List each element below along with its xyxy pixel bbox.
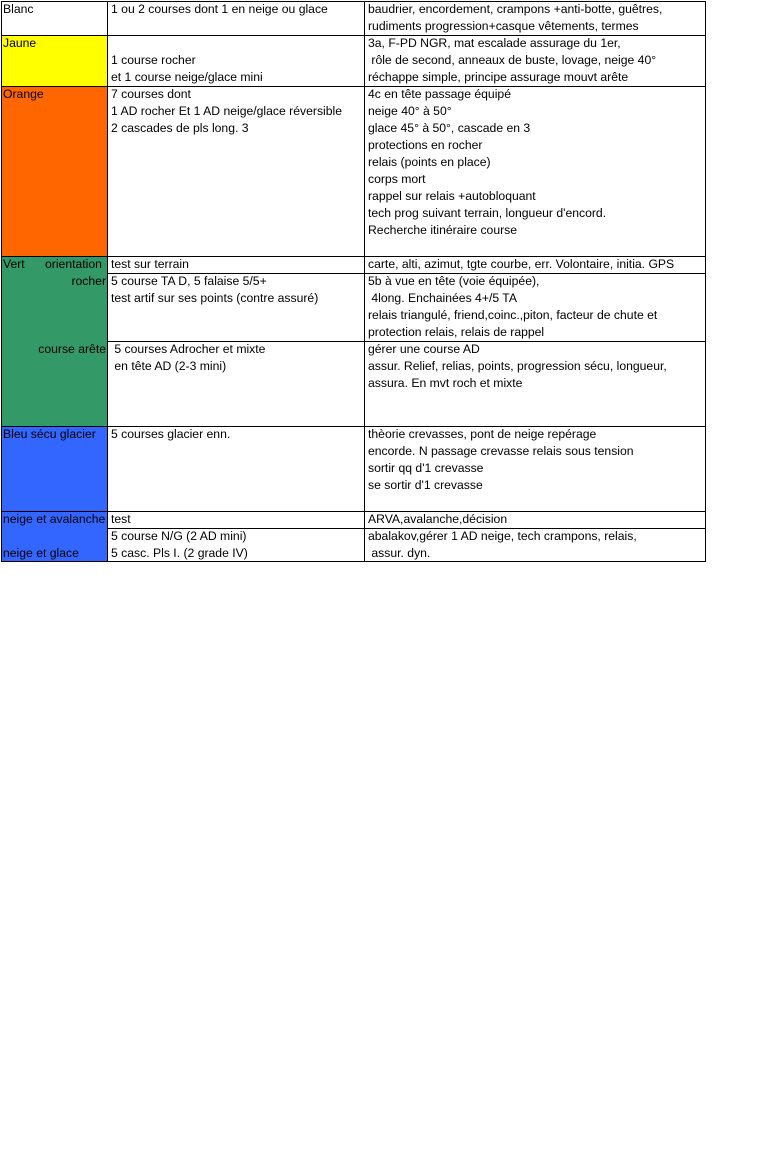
grid-line xyxy=(1,86,706,87)
grid-line xyxy=(1,35,706,36)
skills-text: relais (points en place) xyxy=(368,155,491,169)
requirements-cell[interactable] xyxy=(108,341,365,426)
requirements-text: 1 ou 2 courses dont 1 en neige ou glace xyxy=(111,2,328,16)
requirements-text: 5 courses Adrocher et mixte xyxy=(111,342,266,356)
skills-cell[interactable] xyxy=(365,1,706,35)
level-cell[interactable] xyxy=(1,341,108,426)
level-label: course arête xyxy=(38,342,106,356)
requirements-text: 7 courses dont xyxy=(111,87,191,101)
grid-line xyxy=(1,426,706,427)
grid-line xyxy=(1,511,706,512)
level-label: Blanc xyxy=(3,2,34,16)
skills-text: encorde. N passage crevasse relais sous tension xyxy=(368,444,634,458)
requirements-cell[interactable] xyxy=(108,511,365,528)
skills-cell[interactable] xyxy=(365,86,706,256)
skills-text: gérer une course AD xyxy=(368,342,480,356)
level-cell[interactable] xyxy=(1,35,108,86)
skills-text: protections en rocher xyxy=(368,138,483,152)
skills-text: 4c en tête passage équipé xyxy=(368,87,511,101)
skills-text: protection relais, relais de rappel xyxy=(368,325,545,339)
requirements-cell[interactable] xyxy=(108,35,365,86)
skills-text: réchappe simple, principe assurage mouvt arête xyxy=(368,70,629,84)
level-label: neige et avalanche xyxy=(3,512,106,526)
skills-text: se sortir d'1 crevasse xyxy=(368,478,483,492)
grid-line xyxy=(1,256,706,257)
skills-text: rappel sur relais +autobloquant xyxy=(368,189,536,203)
requirements-text: 5 course N/G (2 AD mini) xyxy=(111,529,247,543)
grid-line xyxy=(108,341,706,342)
requirements-text: en tête AD (2-3 mini) xyxy=(111,359,227,373)
skills-text: relais triangulé, friend,coinc.,piton, facteur de chute et xyxy=(368,308,658,322)
skills-cell[interactable] xyxy=(365,256,706,273)
level-label: rocher xyxy=(71,274,106,288)
skills-text: assur. dyn. xyxy=(368,546,431,560)
requirements-text: test sur terrain xyxy=(111,257,189,271)
skills-text: rudiments progression+casque vêtements, termes xyxy=(368,19,639,33)
level-label: Bleu sécu glacier xyxy=(3,427,96,441)
grid-line xyxy=(108,528,706,529)
requirements-text: 1 course rocher xyxy=(111,53,196,67)
skills-cell[interactable] xyxy=(365,35,706,86)
skills-text: corps mort xyxy=(368,172,426,186)
skills-text: rôle de second, anneaux de buste, lovage, neige 40° xyxy=(368,53,657,67)
grid-line xyxy=(1,1,706,2)
requirements-text: test artif sur ses points (contre assuré) xyxy=(111,291,319,305)
skills-text: abalakov,gérer 1 AD neige, tech crampons, relais, xyxy=(368,529,637,543)
skills-cell[interactable] xyxy=(365,528,706,562)
requirements-cell[interactable] xyxy=(108,273,365,341)
skills-text: tech prog suivant terrain, longueur d'encord. xyxy=(368,206,607,220)
skills-cell[interactable] xyxy=(365,426,706,511)
grid-line xyxy=(108,273,706,274)
requirements-text: et 1 course neige/glace mini xyxy=(111,70,263,84)
level-cell[interactable] xyxy=(1,1,108,35)
requirements-text: 5 course TA D, 5 falaise 5/5+ xyxy=(111,274,267,288)
requirements-cell[interactable] xyxy=(108,86,365,256)
skills-text: sortir qq d'1 crevasse xyxy=(368,461,484,475)
skills-cell[interactable] xyxy=(365,341,706,426)
skills-text: carte, alti, azimut, tgte courbe, err. Volontaire, initia. GPS xyxy=(368,257,675,271)
requirements-cell[interactable] xyxy=(108,528,365,562)
skills-text: 4long. Enchainées 4+/5 TA xyxy=(368,291,517,305)
requirements-text: 5 casc. Pls I. (2 grade IV) xyxy=(111,546,248,560)
skills-cell[interactable] xyxy=(365,273,706,341)
skills-text: thèorie crevasses, pont de neige repérage xyxy=(368,427,597,441)
skills-text: 3a, F-PD NGR, mat escalade assurage du 1er, xyxy=(368,36,621,50)
level-cell[interactable] xyxy=(1,426,108,511)
skills-text: 5b à vue en tête (voie équipée), xyxy=(368,274,540,288)
level-cell[interactable] xyxy=(1,256,108,273)
requirements-cell[interactable] xyxy=(108,1,365,35)
level-label: Jaune xyxy=(3,36,37,50)
level-label: Vert orientation xyxy=(3,257,102,271)
requirements-text: 5 courses glacier enn. xyxy=(111,427,231,441)
skills-text: assur. Relief, relias, points, progression sécu, longueur, xyxy=(368,359,667,373)
skills-text: ARVA,avalanche,décision xyxy=(368,512,508,526)
requirements-text: test xyxy=(111,512,131,526)
requirements-text: 1 AD rocher Et 1 AD neige/glace réversible xyxy=(111,104,343,118)
skills-text: Recherche itinéraire course xyxy=(368,223,518,237)
requirements-cell[interactable] xyxy=(108,426,365,511)
skills-text: baudrier, encordement, crampons +anti-botte, guêtres, xyxy=(368,2,663,16)
level-label: Orange xyxy=(3,87,44,101)
level-cell[interactable] xyxy=(1,86,108,256)
level-cell[interactable] xyxy=(1,511,108,528)
skills-text: glace 45° à 50°, cascade en 3 xyxy=(368,121,531,135)
level-label xyxy=(1,528,108,545)
skills-text: assura. En mvt roch et mixte xyxy=(368,376,523,390)
grid-line xyxy=(1,561,706,562)
skills-cell[interactable] xyxy=(365,511,706,528)
level-label: neige et glace xyxy=(3,546,79,560)
requirements-text: 2 cascades de pls long. 3 xyxy=(111,121,249,135)
skills-text: neige 40° à 50° xyxy=(368,104,452,118)
requirements-text xyxy=(108,35,365,52)
requirements-cell[interactable] xyxy=(108,256,365,273)
level-cell[interactable] xyxy=(1,528,108,562)
level-cell[interactable] xyxy=(1,273,108,341)
